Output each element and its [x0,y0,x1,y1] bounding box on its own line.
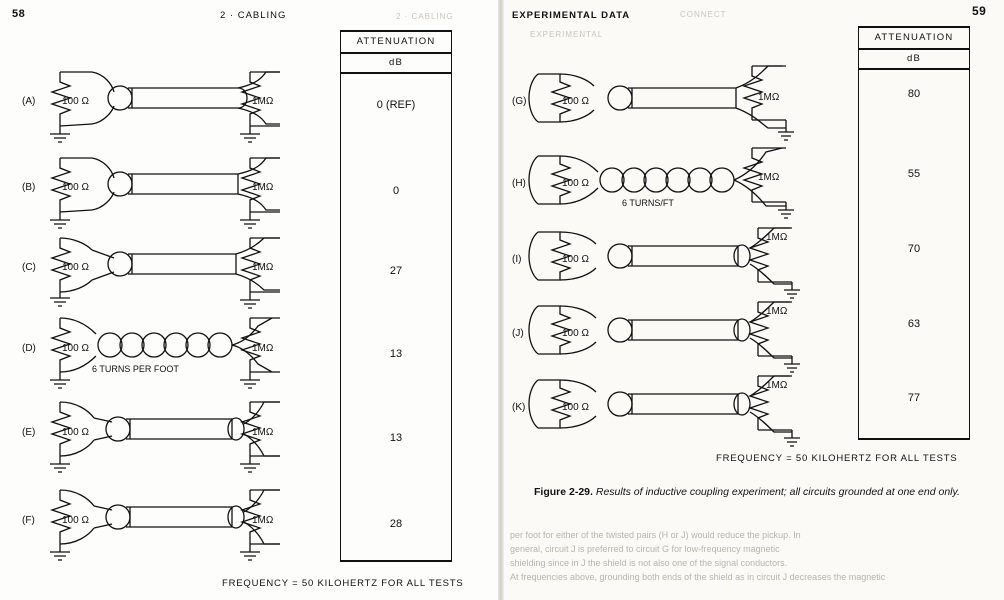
row-d-key: (D) [22,343,36,354]
row-f-load-label: 1MΩ [252,515,274,526]
body-line-2: general, circuit J is preferred to circuit G for low-frequency magnetic [510,544,780,554]
row-e-source-label: 100 Ω [62,427,89,438]
row-f-key: (F) [22,515,35,526]
circuit-row-j [512,302,800,372]
row-i-key: (I) [512,254,522,265]
ghost-text-1: 2 · CABLING [396,12,454,21]
body-line-1: per foot for either of the twisted pairs (H or J) would reduce the pickup. In [510,530,801,540]
row-k-source-label: 100 Ω [562,402,589,413]
row-h-source-label: 100 Ω [562,178,589,189]
circuit-row-i [512,228,800,298]
figure-caption [534,486,984,498]
body-paragraph [510,528,910,584]
left-table-header-db: dB [388,57,404,68]
row-j-source-label: 100 Ω [562,328,589,339]
attenuation-value-g: 80 [907,88,921,100]
left-table-header-attenuation: ATTENUATION [356,36,436,47]
row-c-source-label: 100 Ω [62,262,89,273]
attenuation-value-j: 63 [907,318,921,330]
attenuation-value-f: 28 [389,518,403,530]
body-line-3: shielding since in J the shield is not also one of the signal conductors. [510,558,788,568]
circuit-row-c [22,238,280,308]
circuit-row-b [22,158,280,228]
row-b-key: (B) [22,182,36,193]
row-h-key: (H) [512,178,526,189]
row-i-source-label: 100 Ω [562,254,589,265]
row-e-load-label: 1MΩ [252,427,274,438]
row-c-key: (C) [22,262,36,273]
body-line-4: At frequencies above, grounding both ends of the shield as in circuit J decreases the magnetic [510,572,886,582]
attenuation-value-c: 27 [389,265,403,277]
right-running-head: EXPERIMENTAL DATA [512,10,631,21]
left-running-head: 2 · CABLING [220,10,287,21]
row-h-load-label: 1MΩ [758,172,780,183]
attenuation-value-h: 55 [907,168,921,180]
left-page-number: 58 [12,8,26,20]
attenuation-value-a: 0 (REF) [376,99,416,111]
ghost-text-2: CONNECT [680,10,727,19]
row-h-note: 6 TURNS/FT [622,198,674,208]
circuit-row-h [512,148,794,218]
row-k-load-label: 1MΩ [766,380,788,391]
left-frequency-note: FREQUENCY = 50 KILOHERTZ FOR ALL TESTS [222,578,464,589]
row-g-key: (G) [512,96,527,107]
circuit-row-a [22,72,280,142]
row-j-load-label: 1MΩ [766,306,788,317]
ghost-text-3: EXPERIMENTAL [530,30,604,39]
row-e-key: (E) [22,427,36,438]
row-b-source-label: 100 Ω [62,182,89,193]
circuit-row-f [22,490,280,560]
row-a-source-label: 100 Ω [62,96,89,107]
circuit-row-e [22,402,280,472]
figure-caption-text: Results of inductive coupling experiment; all circuits grounded at one end only. [595,486,960,498]
row-a-load-label: 1MΩ [252,96,274,107]
row-g-load-label: 1MΩ [758,92,780,103]
row-d-note: 6 TURNS PER FOOT [92,364,179,374]
right-frequency-note: FREQUENCY = 50 KILOHERTZ FOR ALL TESTS [716,453,958,464]
attenuation-value-k: 77 [907,392,921,404]
attenuation-value-i: 70 [907,243,921,255]
row-i-load-label: 1MΩ [766,232,788,243]
attenuation-value-e: 13 [389,432,403,444]
row-c-load-label: 1MΩ [252,262,274,273]
row-d-source-label: 100 Ω [62,343,89,354]
row-k-key: (K) [512,402,526,413]
row-d-load-label: 1MΩ [252,343,274,354]
right-table-header-db: dB [906,53,922,64]
row-f-source-label: 100 Ω [62,515,89,526]
figure-caption-label: Figure 2-29. [534,486,593,498]
right-page-number: 59 [972,4,987,18]
row-a-key: (A) [22,96,36,107]
circuit-row-d [22,318,280,388]
row-j-key: (J) [512,328,524,339]
row-g-source-label: 100 Ω [562,96,589,107]
circuit-row-g [512,66,794,140]
right-table-header-attenuation: ATTENUATION [874,32,954,43]
circuit-row-k [512,376,800,446]
attenuation-value-d: 13 [389,348,403,360]
attenuation-value-b: 0 [392,185,400,197]
row-b-load-label: 1MΩ [252,182,274,193]
